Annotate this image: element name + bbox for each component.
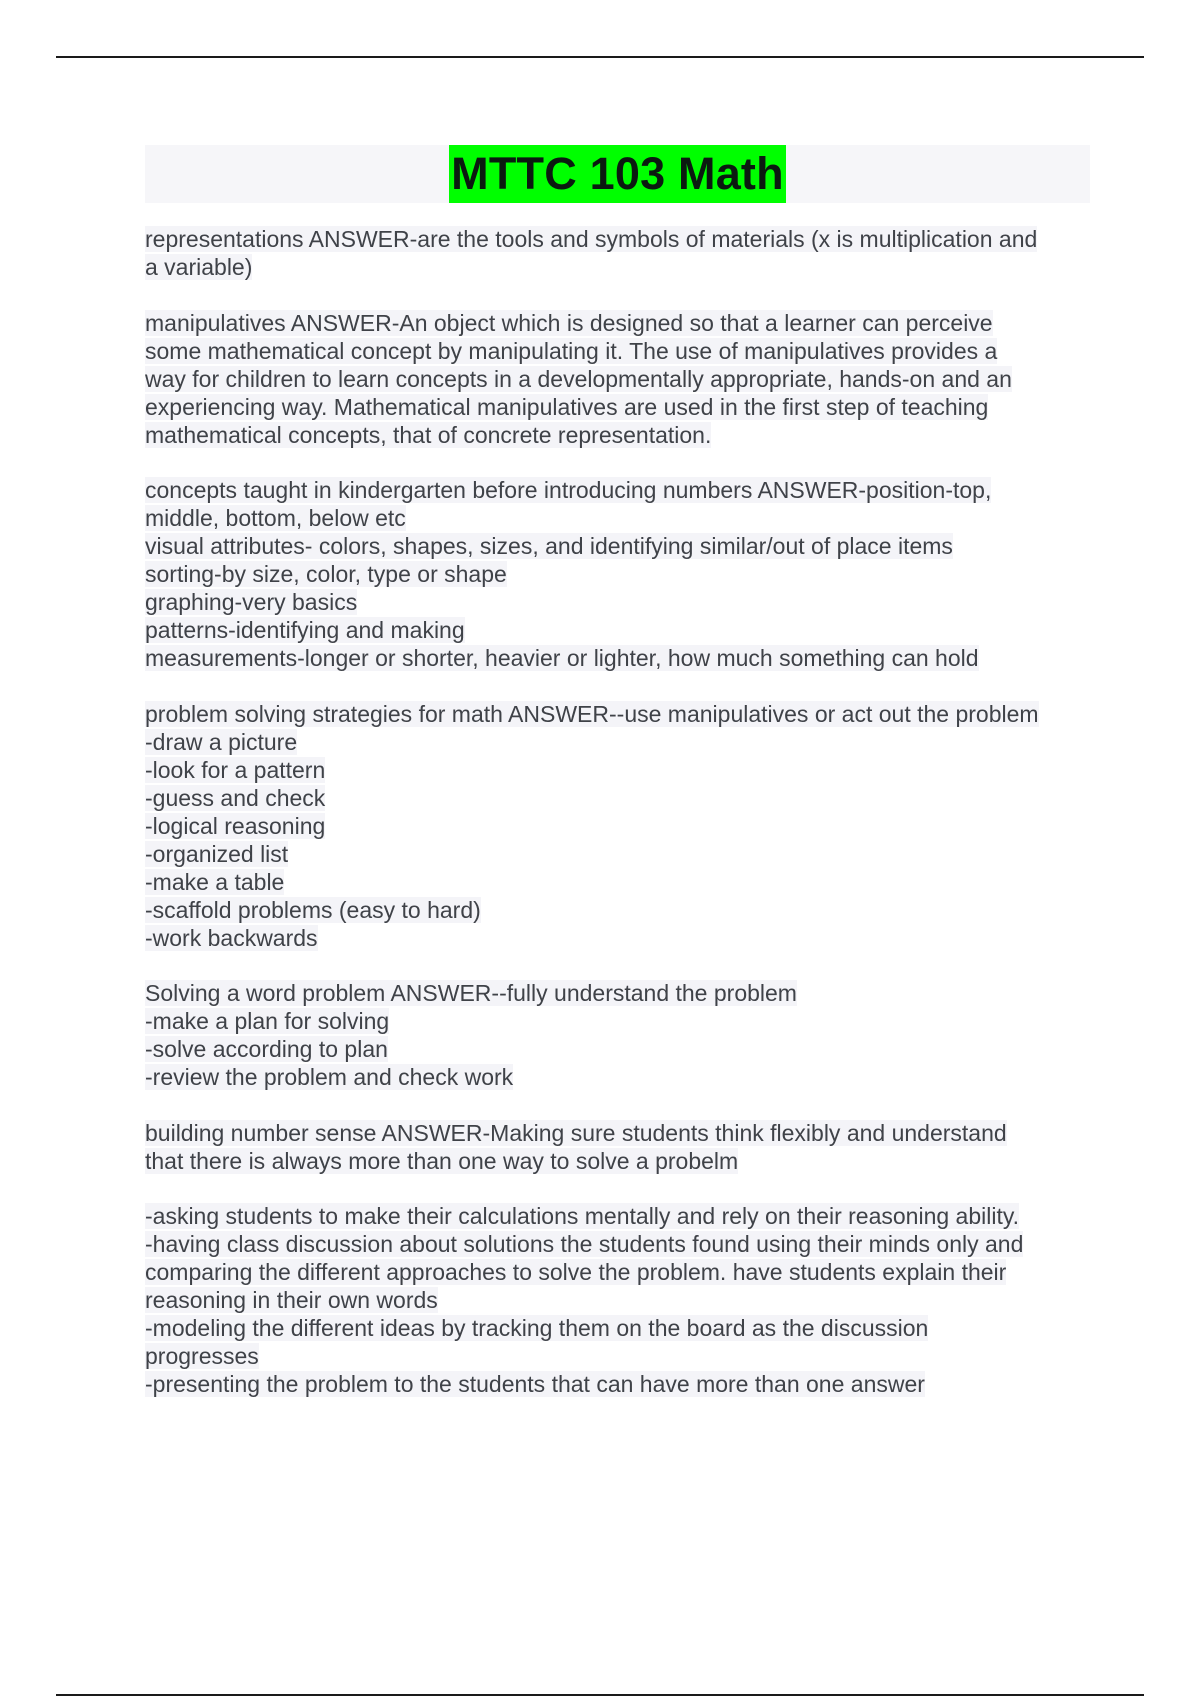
entry-line: comparing the different approaches to solve the problem. have students explain their <box>145 1259 1007 1285</box>
entry-line: graphing-very basics <box>145 589 358 615</box>
entry-line: -scaffold problems (easy to hard) <box>145 896 481 923</box>
entry-line: visual attributes- colors, shapes, sizes, and identifying similar/out of place items <box>145 533 953 559</box>
entry-line: middle, bottom, below etc <box>145 505 406 531</box>
entry-line: -presenting the problem to the students that can have more than one answer <box>145 1371 925 1397</box>
entry-problem-solving <box>145 700 1090 952</box>
entry-line: -guess and check <box>145 784 326 811</box>
entry-line: -organized list <box>145 840 289 867</box>
entry-kindergarten-concepts <box>145 476 1090 672</box>
entry-line: that there is always more than one way to solve a probelm <box>145 1147 739 1174</box>
entry-word-problem <box>145 979 1090 1091</box>
footer-rule <box>56 1694 1144 1696</box>
entry-line: -modeling the different ideas by tracking them on the board as the discussion <box>145 1315 929 1341</box>
entry-line: progresses <box>145 1343 259 1369</box>
document-title: MTTC 103 Math <box>449 145 786 203</box>
entry-line: -look for a pattern <box>145 756 326 783</box>
entry-line: -review the problem and check work <box>145 1064 514 1090</box>
entry-line: representations ANSWER-are the tools and symbols of materials (x is multiplication and <box>145 226 1038 252</box>
entry-line: sorting-by size, color, type or shape <box>145 561 507 587</box>
header-rule <box>56 56 1144 58</box>
entry-line: measurements-longer or shorter, heavier or lighter, how much something can hold <box>145 645 979 671</box>
entry-line: -having class discussion about solutions the students found using their minds only and <box>145 1231 1024 1257</box>
entry-representations <box>145 225 1090 281</box>
title-band <box>145 145 1090 203</box>
entry-line: -logical reasoning <box>145 812 326 839</box>
entry-line: -solve according to plan <box>145 1036 388 1062</box>
document-body <box>145 145 1090 1426</box>
entry-line: -work backwards <box>145 924 318 951</box>
entry-line: some mathematical concept by manipulating it. The use of manipulatives provides a <box>145 337 998 364</box>
entry-line: -asking students to make their calculations mentally and rely on their reasoning ability. <box>145 1203 1020 1229</box>
entry-line: concepts taught in kindergarten before introducing numbers ANSWER-position-top, <box>145 477 992 503</box>
entry-number-sense-strategies <box>145 1202 1090 1398</box>
entry-line: -make a plan for solving <box>145 1008 390 1034</box>
entry-number-sense <box>145 1119 1090 1175</box>
entry-line: Solving a word problem ANSWER--fully understand the problem <box>145 980 797 1006</box>
entry-line: mathematical concepts, that of concrete representation. <box>145 421 712 448</box>
entry-line: way for children to learn concepts in a developmentally appropriate, hands-on and an <box>145 365 1012 392</box>
entry-line: patterns-identifying and making <box>145 617 465 643</box>
entry-line: building number sense ANSWER-Making sure students think flexibly and understand <box>145 1119 1007 1146</box>
entry-line: experiencing way. Mathematical manipulatives are used in the first step of teaching <box>145 393 989 420</box>
entry-line: problem solving strategies for math ANSWER--use manipulatives or act out the problem <box>145 700 1039 727</box>
entry-line: -make a table <box>145 868 285 895</box>
entry-line: manipulatives ANSWER-An object which is designed so that a learner can perceive <box>145 309 993 336</box>
entry-line: a variable) <box>145 254 253 280</box>
entry-line: -draw a picture <box>145 728 298 755</box>
entry-line: reasoning in their own words <box>145 1287 438 1313</box>
entry-manipulatives <box>145 309 1090 449</box>
